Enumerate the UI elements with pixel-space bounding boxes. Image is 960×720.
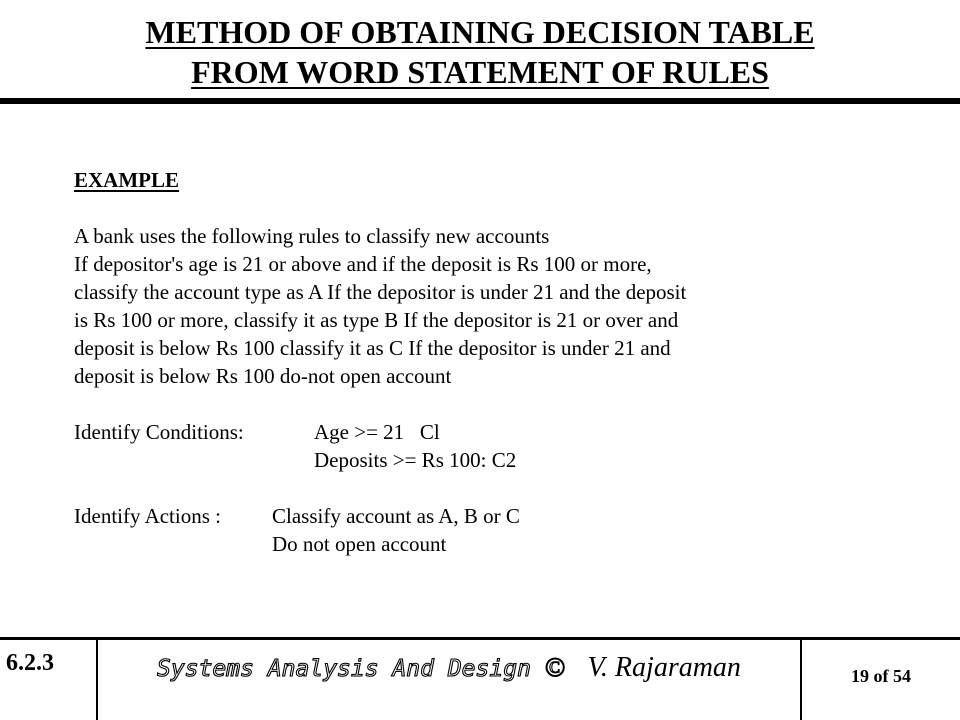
slide-body	[74, 166, 874, 558]
action-item: Classify account as A, B or C	[272, 504, 520, 528]
conditions-label: Identify Conditions:	[74, 420, 244, 444]
conditions-block	[74, 418, 874, 474]
slide-title	[0, 12, 960, 92]
paragraph-line: A bank uses the following rules to classify new accounts	[74, 224, 550, 248]
paragraph-line: is Rs 100 or more, classify it as type B If the depositor is 21 or over and	[74, 308, 679, 332]
course-title: Systems Analysis And Design	[157, 656, 531, 682]
condition-item: Age >= 21 Cl	[314, 420, 440, 444]
example-heading: EXAMPLE	[74, 168, 179, 192]
spacer	[74, 194, 874, 222]
paragraph-line: classify the account type as A If the depositor is under 21 and the deposit	[74, 280, 687, 304]
header-divider	[0, 98, 960, 104]
copyright-icon: ©	[544, 652, 566, 682]
page-indicator: 19 of 54	[851, 666, 911, 686]
paragraph-line: deposit is below Rs 100 do-not open account	[74, 364, 452, 388]
paragraph-line: deposit is below Rs 100 classify it as C If the depositor is under 21 and	[74, 336, 671, 360]
slide-title-line-1: METHOD OF OBTAINING DECISION TABLE	[145, 14, 815, 50]
spacer	[74, 474, 874, 502]
footer-divider	[0, 637, 960, 640]
section-number: 6.2.3	[6, 650, 54, 676]
author-name: V. Rajaraman	[587, 652, 741, 683]
condition-item: Deposits >= Rs 100: C2	[314, 448, 517, 472]
action-item: Do not open account	[272, 532, 447, 556]
actions-block	[74, 502, 874, 558]
rules-paragraph	[74, 222, 874, 390]
footer-credit	[98, 650, 800, 686]
paragraph-line: If depositor's age is 21 or above and if the deposit is Rs 100 or more,	[74, 252, 652, 276]
slide-title-line-2: FROM WORD STATEMENT OF RULES	[191, 54, 769, 90]
actions-label: Identify Actions :	[74, 504, 221, 528]
spacer	[74, 390, 874, 418]
